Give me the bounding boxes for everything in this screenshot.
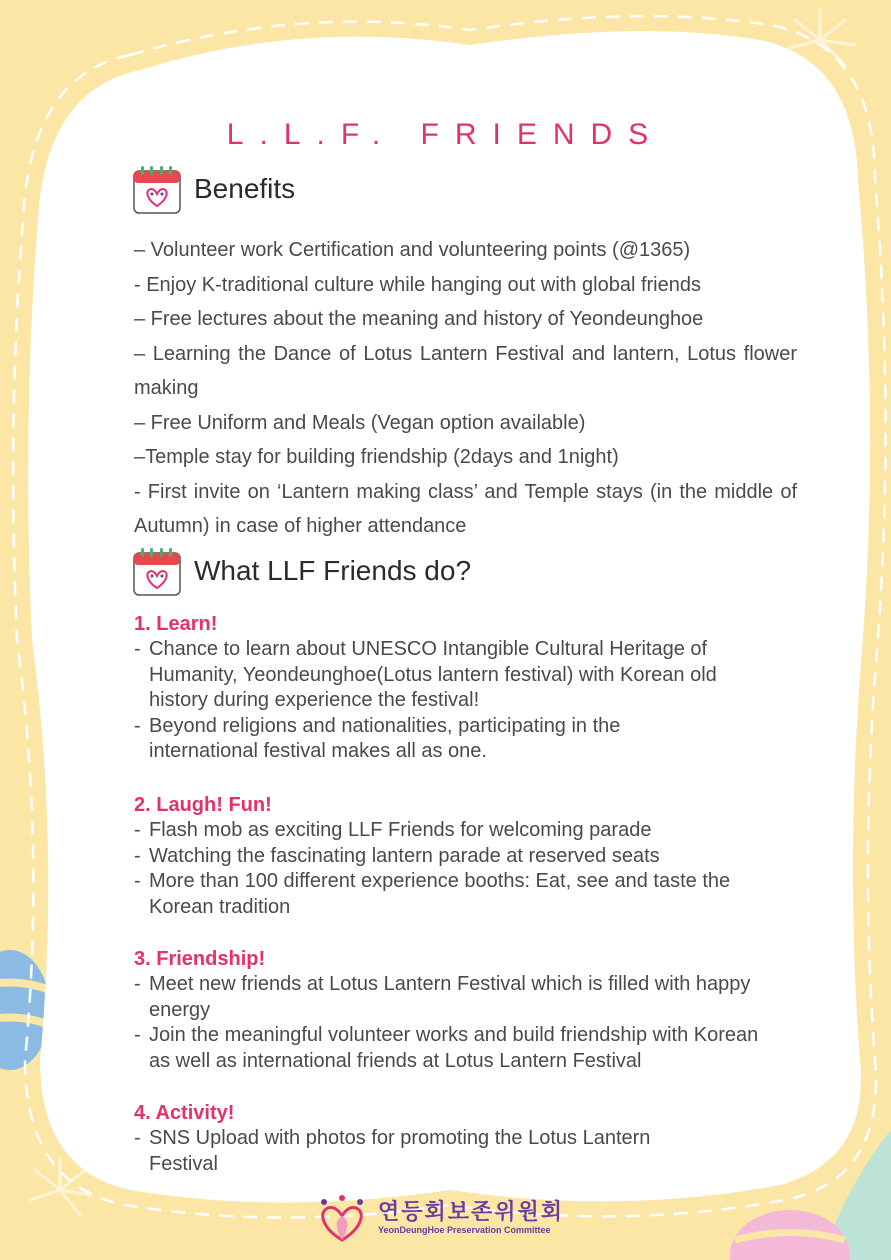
section-laugh-fun [134, 792, 794, 920]
list-item: - Meet new friends at Lotus Lantern Festival which is filled with happy energy [134, 973, 751, 1021]
section-title: 1. Learn! [134, 613, 218, 635]
section-learn [134, 611, 794, 765]
benefit-item: – Free Uniform and Meals (Vegan option available) [134, 411, 586, 434]
benefits-heading-label: Benefits [194, 173, 296, 204]
calendar-heart-icon [132, 163, 182, 215]
section-title: 2. Laugh! Fun! [134, 794, 272, 816]
list-item: - Join the meaningful volunteer works and build friendship with Korean as well as international friends at Lotus Lantern Festival [134, 1024, 759, 1072]
page-title: L.L.F. FRIENDS [226, 118, 665, 151]
benefit-item: - First invite on ‘Lantern making class’ and Temple stays (in the middle of Autumn) in case of higher attendance [134, 480, 797, 537]
benefit-item: – Learning the Dance of Lotus Lantern Festival and lantern, Lotus flower making [134, 342, 797, 399]
benefits-heading [132, 163, 295, 215]
section-friendship [134, 946, 794, 1074]
section-title: 3. Friendship! [134, 948, 266, 970]
org-name-english: YeonDeungHoe Preservation Committee [378, 1225, 551, 1235]
benefits-list [134, 233, 797, 544]
list-item: - SNS Upload with photos for promoting the Lotus Lantern Festival [134, 1127, 651, 1175]
org-name-korean: 연등회보존위원회 [378, 1199, 565, 1224]
list-item: - Chance to learn about UNESCO Intangible Cultural Heritage of Humanity, Yeondeunghoe(Lotus lantern festival) with Korean old history during experience the festival! [134, 638, 717, 711]
benefit-item: – Free lectures about the meaning and history of Yeondeunghoe [134, 308, 704, 330]
lotus-heart-logo-icon [312, 1192, 372, 1244]
calendar-heart-icon [132, 545, 182, 597]
benefit-item: - Enjoy K-traditional culture while hanging out with global friends [134, 273, 701, 296]
list-item: - Flash mob as exciting LLF Friends for welcoming parade [134, 819, 652, 841]
benefit-item: –Temple stay for building friendship (2days and 1night) [134, 446, 619, 468]
what-we-do-heading-label: What LLF Friends do? [194, 555, 472, 586]
benefit-item: – Volunteer work Certification and volunteering points (@1365) [134, 239, 691, 261]
list-item: - Watching the fascinating lantern parade at reserved seats [134, 844, 660, 867]
list-item: - More than 100 different experience booths: Eat, see and taste the Korean tradition [134, 870, 731, 918]
section-title: 4. Activity! [134, 1102, 235, 1124]
footer-logo [312, 1192, 564, 1244]
what-we-do-heading [132, 545, 471, 597]
list-item: - Beyond religions and nationalities, participating in the international festival makes all as one. [134, 714, 621, 762]
section-activity [134, 1100, 794, 1177]
